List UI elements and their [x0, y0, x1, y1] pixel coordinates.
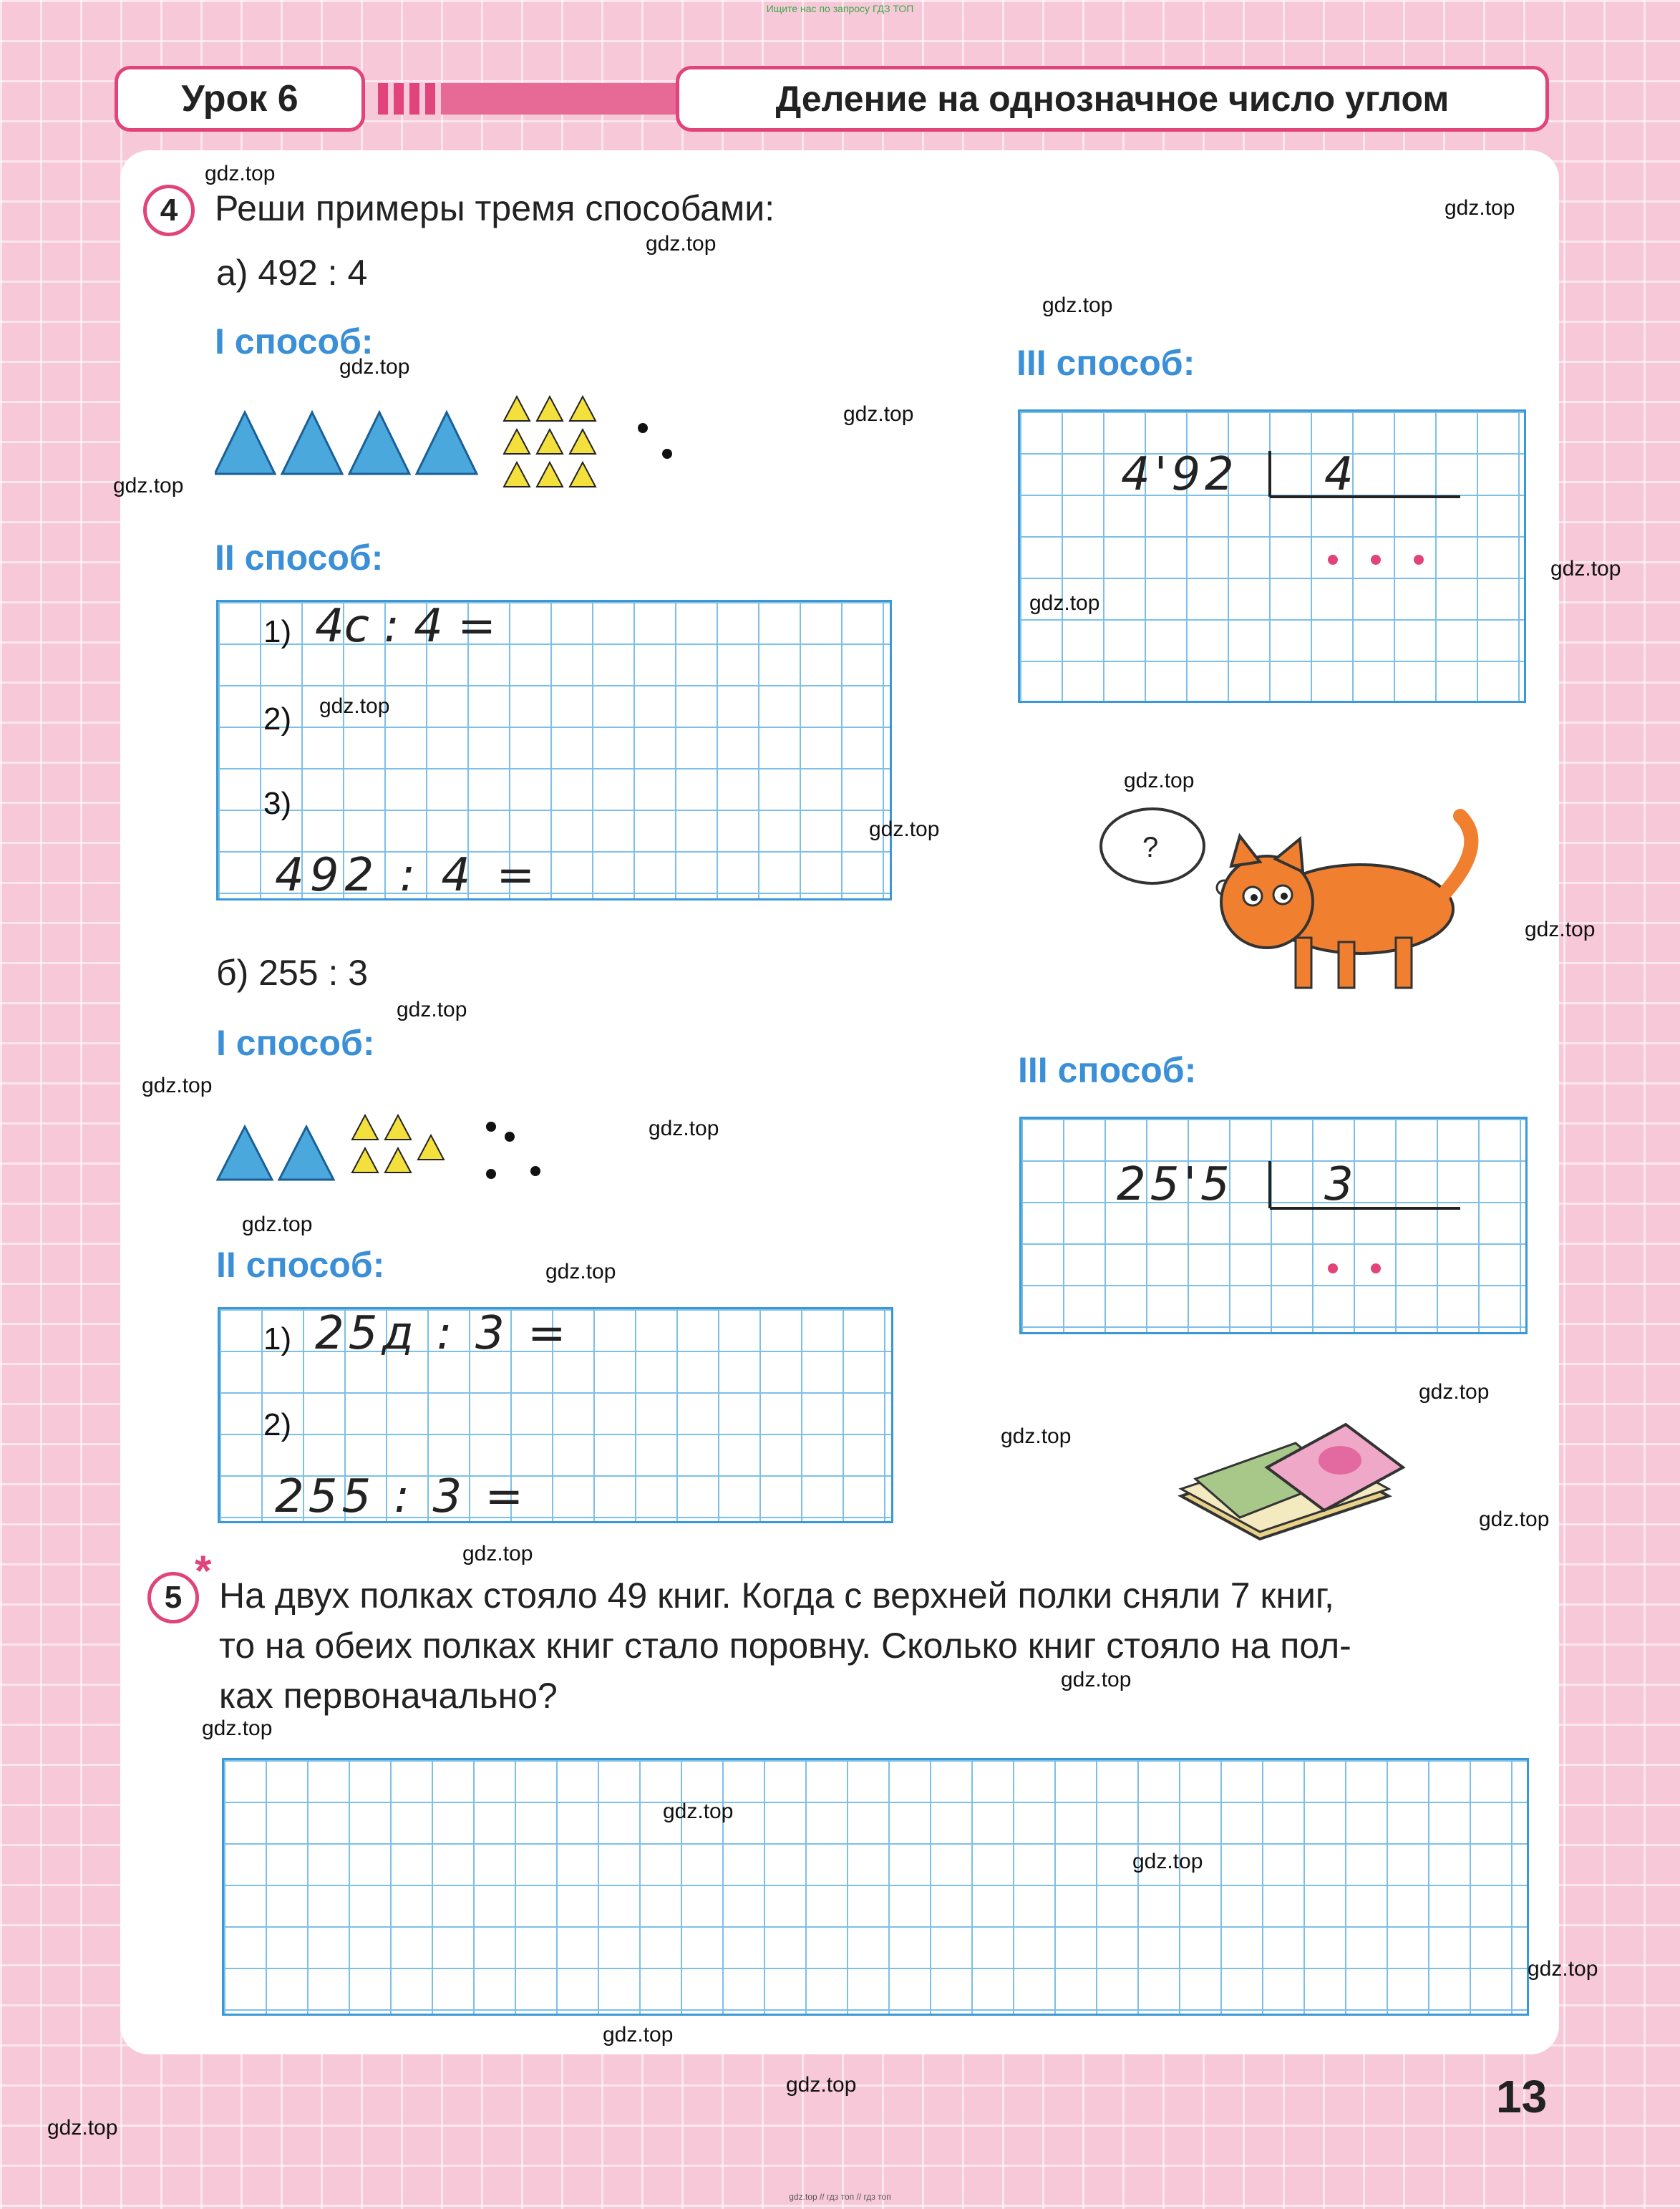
step-2-label: 2) [263, 701, 292, 737]
task-5-star: * [195, 1547, 212, 1595]
top-note: Ищите нас по запросу ГДЗ ТОП [766, 3, 914, 14]
watermark: gdz.top [1029, 591, 1100, 615]
watermark: gdz.top [646, 232, 717, 256]
watermark: gdz.top [462, 1542, 533, 1565]
watermark: gdz.top [1528, 1957, 1598, 1981]
handwriting-4b-step-1: 25д : 3 = [315, 1307, 570, 1360]
long-division-bracket-b [1267, 1158, 1467, 1223]
watermark: gdz.top [1001, 1424, 1072, 1448]
watermark: gdz.top [1132, 1850, 1203, 1873]
task-5-line-2: то на обеих полках книг стало поровну. Сколько книг стояло на пол- [219, 1626, 1351, 1666]
red-dots-b [1324, 1260, 1389, 1281]
watermark: gdz.top [1061, 1668, 1132, 1691]
task-4b-method-3: III способ: [1018, 1050, 1197, 1090]
task-4b-grid-method-3 [1019, 1117, 1528, 1334]
watermark: gdz.top [202, 1717, 273, 1740]
step-2-label-b: 2) [263, 1407, 292, 1442]
bottom-note: gdz.top // гдз топ // гдз топ [789, 2192, 891, 2202]
red-dots-a [1324, 551, 1432, 573]
step-1-label-b: 1) [263, 1321, 292, 1356]
handwriting-4a-step-1: 4с : 4 = [315, 600, 496, 653]
watermark: gdz.top [242, 1213, 313, 1236]
task-4b-expression: б) 255 : 3 [216, 953, 369, 993]
watermark: gdz.top [649, 1117, 719, 1140]
watermark: gdz.top [843, 402, 914, 426]
handwriting-4a-divisor: 4 [1324, 448, 1354, 501]
watermark: gdz.top [1419, 1380, 1490, 1404]
task-4b-method-1: I способ: [216, 1023, 375, 1063]
watermark: gdz.top [1525, 918, 1596, 941]
watermark: gdz.top [142, 1074, 213, 1097]
thought-bubble-text: ? [1142, 832, 1159, 863]
watermark: gdz.top [1479, 1508, 1550, 1531]
watermark: gdz.top [113, 474, 184, 497]
watermark: gdz.top [869, 817, 940, 841]
task-5-number: 5 [147, 1572, 199, 1623]
watermark: gdz.top [339, 355, 410, 379]
handwriting-4b-step-2: 255 : 3 = [275, 1470, 528, 1523]
handwriting-4b-divisor: 3 [1324, 1158, 1354, 1211]
task-5-line-3: ках первоначально? [219, 1676, 558, 1716]
lesson-title: Деление на однозначное число углом [676, 66, 1549, 132]
task-4a-method-3: III способ: [1016, 343, 1195, 383]
task-4-number: 4 [143, 185, 195, 236]
watermark: gdz.top [1550, 557, 1621, 581]
handwriting-4a-step-3: 492 : 4 = [275, 849, 541, 902]
watermark: gdz.top [397, 998, 467, 1021]
long-division-bracket-a [1267, 448, 1467, 513]
books-illustration [1174, 1410, 1410, 1546]
handwriting-4a-dividend: 4'92 [1121, 448, 1238, 501]
watermark: gdz.top [603, 2023, 674, 2047]
page-number: 13 [1496, 2071, 1548, 2122]
task-4b-triangles [216, 1102, 560, 1188]
watermark: gdz.top [545, 1260, 616, 1283]
watermark: gdz.top [319, 694, 390, 718]
task-4a-method-1: I способ: [215, 321, 374, 361]
header-stripes [378, 83, 679, 115]
handwriting-4b-dividend: 25'5 [1117, 1158, 1234, 1211]
lesson-label: Урок 6 [115, 66, 365, 132]
task-4a-method-2: II способ: [215, 538, 384, 578]
step-1-label: 1) [263, 614, 292, 649]
task-5-line-1: На двух полках стояло 49 книг. Когда с верхней полки сняли 7 книг, [219, 1576, 1334, 1616]
watermark: gdz.top [47, 2116, 118, 2140]
step-3-label: 3) [263, 786, 292, 821]
watermark: gdz.top [786, 2073, 857, 2097]
task-4a-triangles [215, 384, 673, 498]
watermark: gdz.top [1444, 196, 1515, 220]
watermark: gdz.top [1124, 769, 1195, 792]
task-4a-expression: а) 492 : 4 [216, 253, 368, 293]
task-4b-method-2: II способ: [216, 1245, 385, 1285]
watermark: gdz.top [1042, 293, 1113, 317]
watermark: gdz.top [663, 1800, 734, 1823]
watermark: gdz.top [205, 162, 276, 185]
task-5-answer-grid [222, 1758, 1529, 2016]
task-4-text: Реши примеры тремя способами: [215, 188, 775, 228]
